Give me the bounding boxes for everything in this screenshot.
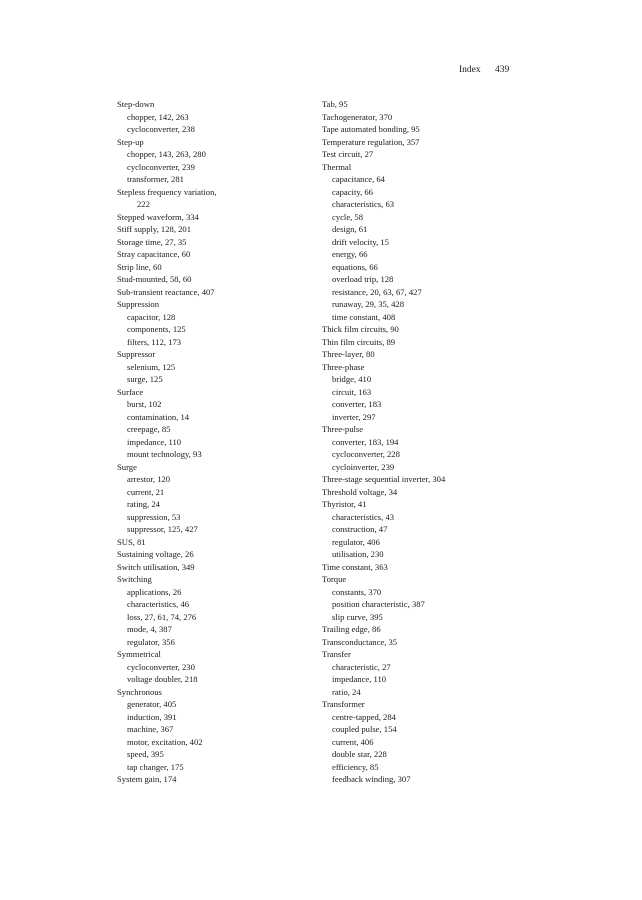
index-subentry: utilisation, 230 (332, 549, 384, 559)
index-subentry: resistance, 20, 63, 67, 427 (332, 286, 422, 297)
index-subentry: contamination, 14 (127, 411, 190, 422)
index-subentry: current, 406 (332, 736, 374, 747)
index-entry: Symmetrical (117, 649, 161, 659)
index-subentry: rating, 24 (127, 499, 160, 509)
index-subentry: centre-tapped, 284 (332, 711, 396, 722)
index-entry: Stepless frequency variation, (117, 186, 217, 197)
index-subentry: mode, 4, 387 (127, 624, 172, 634)
index-entry: System gain, 174 (117, 774, 177, 784)
index-subentry: bridge, 410 (332, 374, 372, 384)
index-subentry: characteristics, 43 (332, 511, 395, 522)
index-subentry: burst, 102 (127, 399, 162, 409)
index-subentry: circuit, 163 (332, 386, 372, 397)
index-subentry: time constant, 408 (332, 311, 396, 322)
index-entry: Surge (117, 461, 137, 472)
index-subentry: equations, 66 (332, 261, 378, 272)
running-head-label: Index (459, 65, 481, 75)
index-subentry: suppression, 53 (127, 511, 181, 522)
index-entry: Sub-transient reactance, 407 (117, 286, 215, 297)
index-subentry: efficiency, 85 (332, 761, 379, 772)
index-entry: Stray capacitance, 60 (117, 249, 191, 259)
index-entry-continuation: 222 (137, 199, 150, 209)
index-subentry: energy, 66 (332, 249, 368, 259)
index-entry: Thick film circuits, 90 (322, 324, 399, 334)
index-entry: Transconductance, 35 (322, 636, 398, 647)
index-subentry: motor, excitation, 402 (127, 736, 203, 747)
index-entry: Thin film circuits, 89 (322, 336, 396, 347)
index-subentry: overload trip, 128 (332, 274, 394, 284)
index-subentry: speed, 395 (127, 749, 164, 759)
index-entry: Threshold voltage, 34 (322, 486, 398, 497)
index-subentry: suppressor, 125, 427 (127, 524, 198, 534)
index-entry: SUS, 81 (117, 536, 146, 547)
index-subentry: capacity, 66 (332, 186, 373, 197)
index-entry: Three-layer, 80 (322, 349, 375, 359)
index-subentry: ratio, 24 (332, 686, 361, 697)
index-subentry: mount technology, 93 (127, 449, 202, 459)
index-subentry: voltage doubler, 218 (127, 674, 198, 684)
index-entry: Thermal (322, 161, 352, 172)
index-subentry: capacitance, 64 (332, 174, 385, 184)
index-entry: Sustaining voltage, 26 (117, 549, 194, 559)
index-subentry: creepage, 85 (127, 424, 171, 434)
index-entry: Stiff supply, 128, 201 (117, 224, 192, 234)
index-entry: Storage time, 27, 35 (117, 236, 187, 247)
index-subentry: cycloconverter, 239 (127, 161, 195, 172)
index-subentry: characteristic, 27 (332, 661, 391, 672)
index-entry: Three-pulse (322, 424, 364, 434)
index-entry: Stepped waveform, 334 (117, 211, 199, 222)
index-entry: Tab, 95 (322, 99, 348, 109)
index-entry: Transformer (322, 699, 365, 709)
page-number: 439 (495, 65, 510, 75)
index-subentry: cycloinverter, 239 (332, 461, 395, 472)
index-subentry: double star, 228 (332, 749, 387, 759)
index-subentry: cycle, 58 (332, 211, 364, 222)
index-subentry: generator, 405 (127, 699, 177, 709)
index-subentry: machine, 367 (127, 724, 174, 734)
index-subentry: regulator, 406 (332, 536, 380, 547)
index-subentry: feedback winding, 307 (332, 774, 411, 784)
index-entry: Torque (322, 574, 347, 584)
index-entry: Tachogenerator, 370 (322, 111, 393, 122)
index-entry: Three-stage sequential inverter, 304 (322, 474, 446, 484)
index-subentry: tap changer, 175 (127, 761, 184, 772)
index-subentry: coupled pulse, 154 (332, 724, 397, 734)
index-subentry: cycloconverter, 228 (332, 449, 400, 459)
index-subentry: constants, 370 (332, 586, 382, 597)
index-entry: Strip line, 60 (117, 261, 162, 272)
index-entry: Time constant, 363 (322, 561, 388, 572)
index-column-left (117, 98, 297, 786)
index-subentry: transformer, 281 (127, 174, 184, 184)
index-entry: Three-phase (322, 361, 365, 372)
index-entry: Thyristor, 41 (322, 499, 367, 509)
index-subentry: capacitor, 128 (127, 311, 176, 322)
index-subentry: arrestor, 120 (127, 474, 171, 484)
index-entry: Switching (117, 574, 152, 584)
index-column-right (322, 98, 522, 786)
index-entry: Test circuit, 27 (322, 149, 374, 159)
index-subentry: current, 21 (127, 486, 165, 497)
index-entry: Temperature regulation, 357 (322, 136, 420, 147)
index-subentry: cycloconverter, 238 (127, 124, 195, 134)
index-subentry: slip curve, 395 (332, 611, 383, 622)
index-entry: Suppression (117, 299, 160, 309)
index-entry: Surface (117, 386, 144, 397)
index-subentry: construction, 47 (332, 524, 388, 534)
index-entry: Step-down (117, 99, 155, 109)
index-subentry: impedance, 110 (332, 674, 387, 684)
index-subentry: characteristics, 63 (332, 199, 395, 209)
index-subentry: converter, 183, 194 (332, 436, 399, 447)
index-subentry: loss, 27, 61, 74, 276 (127, 611, 197, 622)
index-entry: Step-up (117, 136, 144, 147)
index-entry: Switch utilisation, 349 (117, 561, 195, 572)
index-subentry: characteristics, 46 (127, 599, 190, 609)
index-entry: Transfer (322, 649, 351, 659)
index-subentry: design, 61 (332, 224, 368, 234)
index-entry: Tape automated bonding, 95 (322, 124, 420, 134)
index-subentry: inverter, 297 (332, 411, 376, 422)
index-subentry: cycloconverter, 230 (127, 661, 195, 672)
index-entry: Suppressor (117, 349, 156, 359)
index-subentry: regulator, 356 (127, 636, 175, 647)
index-entry: Synchronous (117, 686, 162, 697)
index-subentry: drift velocity, 15 (332, 236, 389, 247)
index-subentry: position characteristic, 387 (332, 599, 425, 609)
index-subentry: surge, 125 (127, 374, 163, 384)
index-subentry: impedance, 110 (127, 436, 182, 447)
index-entry: Trailing edge, 86 (322, 624, 381, 634)
index-subentry: induction, 391 (127, 711, 177, 722)
index-subentry: chopper, 142, 263 (127, 111, 189, 122)
index-entry: Stud-mounted, 58, 60 (117, 274, 192, 284)
index-subentry: runaway, 29, 35, 428 (332, 299, 404, 309)
index-subentry: converter, 183 (332, 399, 382, 409)
index-subentry: chopper, 143, 263, 280 (127, 149, 206, 159)
index-subentry: components, 125 (127, 324, 186, 334)
index-subentry: selenium, 125 (127, 361, 176, 372)
index-subentry: applications, 26 (127, 586, 182, 597)
index-subentry: filters, 112, 173 (127, 336, 182, 347)
running-head (459, 64, 509, 76)
